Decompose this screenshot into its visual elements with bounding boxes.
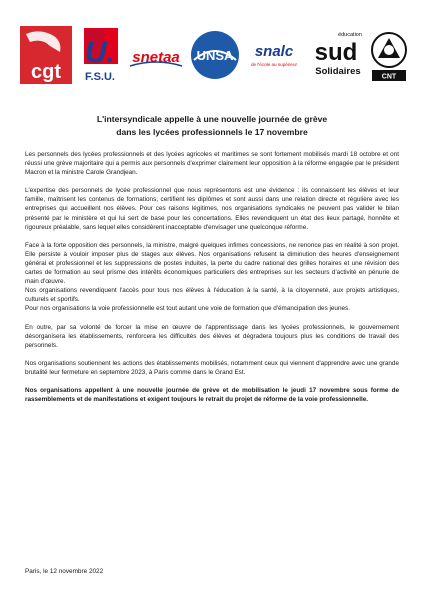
cgt-logo xyxy=(20,26,72,84)
paragraph-1: Les personnels des lycées professionnels et des lycées agricoles et maritimes se sont fortement mobilisés mardi 18 octobre et ont réussi une grève majoritaire qui a permis aux personnels d'exprimer clairement leur opposition à la réforme engagée par le président Macron et la ministre Carole Grandjean. xyxy=(25,151,399,177)
cnt-logo-text: CNT xyxy=(381,73,397,81)
title-line-2: dans les lycées professionnels le 17 novembre xyxy=(116,127,308,137)
fsu-logo xyxy=(76,26,122,84)
snalc-logo-text: snalc xyxy=(254,43,294,60)
title-line-1: L'intersyndicale appelle à une nouvelle journée de grève xyxy=(96,114,328,124)
document-title xyxy=(30,113,394,139)
snetaa-logo xyxy=(126,40,186,70)
snetaa-logo-text: snetaa xyxy=(132,49,180,66)
signature-date: Paris, le 12 novembre 2022 xyxy=(25,568,104,575)
fsu-logo-letter: U. xyxy=(85,36,115,69)
unsa-logo-text: UNSA xyxy=(196,48,234,63)
paragraph-5: Pour nos organisations la voie professionnelle est tout autant une voie de formation que d'émancipation des jeunes. xyxy=(25,305,350,313)
union-logos-row xyxy=(20,26,410,86)
document-body xyxy=(25,150,399,413)
snalc-logo-subtitle: de l'école au supérieur xyxy=(250,62,298,67)
paragraph-7: Nos organisations soutiennent les actions des établissements mobilisés, notamment ceux qui viennent d'apprendre avec une grande brutalité leur fermeture en septembre 2023, à Paris comme dans le Grand Est. xyxy=(25,359,399,376)
sud-logo-main-text: sud xyxy=(314,39,358,66)
paragraph-6: En outre, par sa volonté de forcer la mise en œuvre de l'apprentissage dans les lycées professionnels, le gouvernement désorganisera les établissements, renforcera les difficultés des élèves et dégradera toujours plus les conditions de travail des personnels. xyxy=(25,323,399,349)
snalc-logo xyxy=(244,38,304,74)
sud-logo-sub-text: Solidaires xyxy=(315,66,361,77)
cgt-logo-text: cgt xyxy=(31,61,61,83)
paragraph-3: Face à la forte opposition des personnels, la ministre, malgré quelques infimes concessions, ne renonce pas en réalité à son projet. Elle persiste à vouloir imposer plus de stages aux élèves. Nos organisations refusent la diminution des heures d'enseignement général et professionnel et les suppressions de postes induites, la perte du cadre national des grilles horaires et une révision des cartes de formation au seul prisme des intérêts économiques particuliers des entreprises sur les secteurs d'activité en pénurie de main d'œuvre. xyxy=(25,241,399,286)
paragraph-2: L'expertise des personnels de lycée professionnel que nous représentons est une évidence : ils connaissent les élèves et leur famille, maîtrisent les contenus de formations, certifient les diplômes et sont aussi dans une relation directe et régulière avec les entreprises qui accueillent nos élèves. Pour ces raisons légitimes, nos organisations syndicales ne peuvent pas valider le bilan présenté par le ministère et qui lui sert de base pour les concertations. Elles revendiquent un état des lieux partagé, honnête et rigoureux préalable, sans lequel elles considèrent inacceptable d'envisager une quelconque réforme. xyxy=(25,187,399,231)
unsa-logo xyxy=(190,30,240,80)
sud-education-logo xyxy=(310,28,366,84)
paragraph-8-call-to-action: Nos organisations appellent à une nouvelle journée de grève et de mobilisation le jeudi 17 novembre sous forme de rassemblements et de manifestations et exigent toujours le retrait du projet de réforme de la voie professionnelle. xyxy=(25,386,399,404)
cnt-logo xyxy=(370,30,408,82)
sud-logo-top-text: éducation xyxy=(338,32,362,38)
paragraph-4: Nos organisations revendiquent l'accès pour tous nos élèves à l'éducation à la santé, à la citoyenneté, aux projets artistiques, culturels et sportifs. xyxy=(25,287,399,304)
fsu-logo-text: F.S.U. xyxy=(85,71,115,83)
